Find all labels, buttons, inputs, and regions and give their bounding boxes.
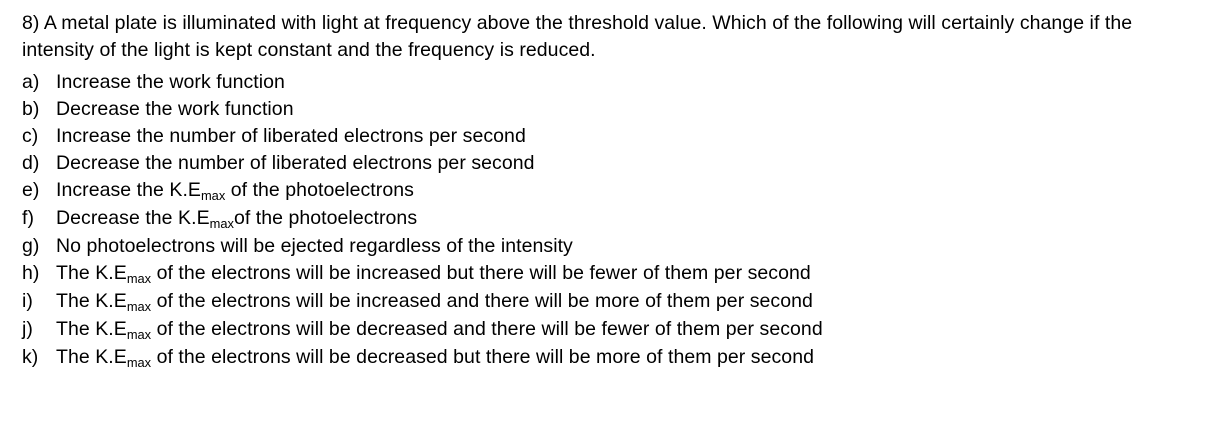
option-label: b)	[22, 98, 40, 120]
option-text: Decrease the work function	[56, 98, 294, 120]
option-text-pre: Decrease the K.E	[56, 207, 210, 229]
option-text: Decrease the number of liberated electrons per second	[56, 152, 535, 174]
list-item	[22, 177, 1202, 205]
list-item	[22, 205, 1202, 233]
option-text-post: of the electrons will be increased but there will be fewer of them per second	[151, 262, 811, 284]
option-label: k)	[22, 346, 39, 368]
option-text	[56, 316, 1202, 344]
question-stem: 8) A metal plate is illuminated with light at frequency above the threshold value. Which of the following will certainly change if the intensity of the light is kept constant and the frequency is reduced.	[22, 12, 1133, 61]
option-text	[56, 288, 1202, 316]
option-label: c)	[22, 125, 39, 147]
subscript-max: max	[126, 355, 152, 371]
subscript-max: max	[126, 299, 152, 315]
option-text	[56, 344, 1202, 372]
option-text: Increase the work function	[56, 71, 285, 93]
option-text-post: of the electrons will be decreased and there will be fewer of them per second	[151, 318, 823, 340]
list-item	[22, 123, 1202, 150]
option-text: Increase the number of liberated electrons per second	[56, 125, 526, 147]
option-text-post: of the electrons will be increased and there will be more of them per second	[151, 290, 813, 312]
option-label: f)	[22, 207, 35, 229]
option-label: j)	[22, 318, 33, 340]
option-text-pre: The K.E	[56, 318, 127, 340]
option-text: No photoelectrons will be ejected regardless of the intensity	[56, 235, 573, 257]
subscript-max: max	[126, 271, 152, 287]
option-label: d)	[22, 152, 40, 174]
list-item	[22, 96, 1202, 123]
subscript-max: max	[126, 327, 152, 343]
option-text-post: of the photoelectrons	[233, 207, 418, 229]
option-text	[56, 177, 1202, 205]
list-item	[22, 233, 1202, 260]
option-label: h)	[22, 262, 40, 284]
list-item	[22, 69, 1202, 96]
option-text	[56, 260, 1202, 288]
option-label: e)	[22, 179, 40, 201]
list-item	[22, 316, 1202, 344]
option-label: i)	[22, 290, 33, 312]
option-text-post: of the electrons will be decreased but there will be more of them per second	[151, 346, 814, 368]
subscript-max: max	[200, 188, 226, 204]
list-item	[22, 344, 1202, 372]
option-label: a)	[22, 71, 40, 93]
option-text-post: of the photoelectrons	[225, 179, 414, 201]
option-text-pre: The K.E	[56, 262, 127, 284]
option-text-pre: The K.E	[56, 346, 127, 368]
option-label: g)	[22, 235, 40, 257]
list-item	[22, 288, 1202, 316]
options-list	[22, 69, 1202, 372]
subscript-max: max	[209, 216, 234, 232]
option-text	[56, 205, 1202, 233]
list-item	[22, 150, 1202, 177]
option-text-pre: The K.E	[56, 290, 127, 312]
option-text-pre: Increase the K.E	[56, 179, 201, 201]
list-item	[22, 260, 1202, 288]
